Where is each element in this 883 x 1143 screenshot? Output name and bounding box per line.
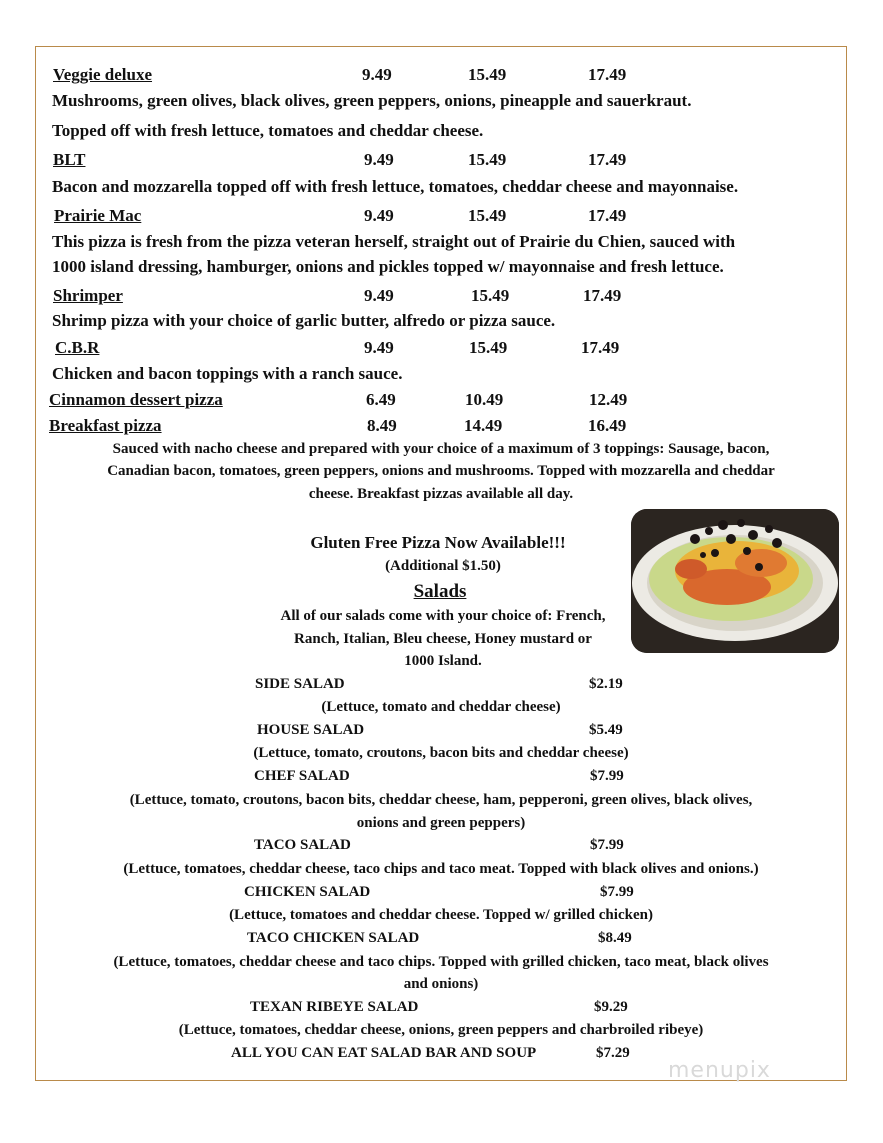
price-medium: 15.49 [469, 338, 508, 357]
salad-name: ALL YOU CAN EAT SALAD BAR AND SOUP [231, 1045, 537, 1061]
salad-description: onions and green peppers) [356, 815, 526, 831]
pizza-name: Breakfast pizza [49, 416, 162, 435]
salads-intro: 1000 Island. [404, 653, 482, 669]
pizza-name: Shrimper [53, 286, 123, 305]
price-medium: 14.49 [464, 416, 503, 435]
price-large: 17.49 [581, 338, 620, 357]
salad-description: (Lettuce, tomatoes and cheddar cheese. Topped w/ grilled chicken) [229, 907, 653, 923]
salad-price: $7.99 [600, 884, 634, 900]
price-large: 17.49 [588, 150, 627, 169]
price-medium: 15.49 [471, 286, 510, 305]
pizza-description: Topped off with fresh lettuce, tomatoes and cheddar cheese. [52, 121, 484, 140]
salad-plate-image [631, 509, 839, 653]
salad-price: $8.49 [598, 930, 632, 946]
price-small: 6.49 [366, 390, 396, 409]
pizza-description: Bacon and mozzarella topped off with fresh lettuce, tomatoes, cheddar cheese and mayonnaise. [52, 177, 739, 196]
salad-description: (Lettuce, tomato, croutons, bacon bits and cheddar cheese) [253, 745, 629, 761]
pizza-name: C.B.R [55, 338, 100, 357]
price-medium: 15.49 [468, 65, 507, 84]
salad-name: TACO SALAD [254, 837, 351, 853]
gluten-free-notice: Gluten Free Pizza Now Available!!! [310, 533, 566, 552]
price-small: 9.49 [364, 338, 394, 357]
pizza-description: 1000 island dressing, hamburger, onions and pickles topped w/ mayonnaise and fresh lettuce. [52, 257, 724, 276]
salad-price: $5.49 [589, 722, 623, 738]
price-large: 17.49 [583, 286, 622, 305]
pizza-description: Mushrooms, green olives, black olives, green peppers, onions, pineapple and sauerkraut. [52, 91, 692, 110]
salad-description: (Lettuce, tomatoes, cheddar cheese, onions, green peppers and charbroiled ribeye) [178, 1022, 704, 1038]
price-large: 17.49 [588, 206, 627, 225]
price-small: 9.49 [364, 150, 394, 169]
price-medium: 10.49 [465, 390, 504, 409]
salad-price: $2.19 [589, 676, 623, 692]
salad-name: HOUSE SALAD [257, 722, 365, 738]
price-small: 9.49 [364, 206, 394, 225]
watermark-logo: menupix [668, 1058, 771, 1083]
salad-price: $7.99 [590, 768, 624, 784]
pizza-name: Veggie deluxe [53, 65, 153, 84]
price-large: 16.49 [588, 416, 627, 435]
salad-name: CHICKEN SALAD [244, 884, 371, 900]
salad-name: TACO CHICKEN SALAD [247, 930, 420, 946]
price-medium: 15.49 [468, 150, 507, 169]
salad-description: and onions) [403, 976, 479, 992]
salads-intro: All of our salads come with your choice of: French, [280, 608, 606, 624]
salad-price: $9.29 [594, 999, 628, 1015]
pizza-name: Prairie Mac [54, 206, 142, 225]
salad-name: CHEF SALAD [254, 768, 350, 784]
gluten-free-price: (Additional $1.50) [385, 558, 501, 574]
pizza-description: Canadian bacon, tomatoes, green peppers, onions and mushrooms. Topped with mozzarella and cheddar [107, 463, 775, 479]
price-small: 8.49 [367, 416, 397, 435]
pizza-description: cheese. Breakfast pizzas available all day. [308, 486, 574, 502]
salad-price: $7.99 [590, 837, 624, 853]
salad-name: SIDE SALAD [255, 676, 345, 692]
salad-photo [631, 509, 839, 653]
pizza-description: This pizza is fresh from the pizza veteran herself, straight out of Prairie du Chien, sauced with [52, 232, 736, 251]
pizza-description: Chicken and bacon toppings with a ranch sauce. [52, 364, 403, 383]
price-small: 9.49 [362, 65, 392, 84]
salads-heading: Salads [413, 581, 467, 602]
salad-description: (Lettuce, tomatoes, cheddar cheese, taco chips and taco meat. Topped with black olives and onions.) [123, 861, 759, 877]
salad-name: TEXAN RIBEYE SALAD [250, 999, 419, 1015]
price-small: 9.49 [364, 286, 394, 305]
price-large: 12.49 [589, 390, 628, 409]
price-large: 17.49 [588, 65, 627, 84]
salad-description: (Lettuce, tomato, croutons, bacon bits, cheddar cheese, ham, pepperoni, green olives, black olives, [129, 792, 753, 808]
salads-intro: Ranch, Italian, Bleu cheese, Honey mustard or [294, 631, 592, 647]
price-medium: 15.49 [468, 206, 507, 225]
salad-description: (Lettuce, tomato and cheddar cheese) [321, 699, 561, 715]
pizza-name: BLT [53, 150, 86, 169]
pizza-name: Cinnamon dessert pizza [49, 390, 223, 409]
salad-price: $7.29 [596, 1045, 630, 1061]
pizza-description: Sauced with nacho cheese and prepared with your choice of a maximum of 3 toppings: Sausage, bacon, [112, 441, 770, 457]
pizza-description: Shrimp pizza with your choice of garlic butter, alfredo or pizza sauce. [52, 311, 556, 330]
salad-description: (Lettuce, tomatoes, cheddar cheese and taco chips. Topped with grilled chicken, taco meat, black olives [113, 954, 769, 970]
